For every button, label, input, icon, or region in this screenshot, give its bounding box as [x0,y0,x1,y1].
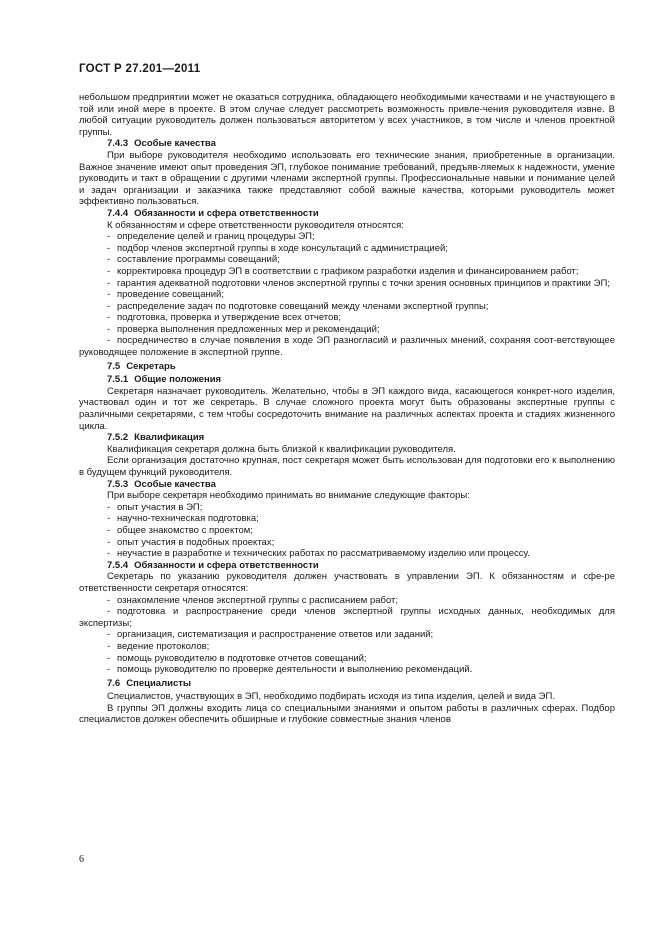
list-item: - ведение протоколов; [79,641,615,653]
section-title: Секретарь [126,360,176,372]
section-title: Специалисты [126,677,191,689]
list-item: - научно-техническая подготовка; [79,513,615,525]
paragraph: При выборе руководителя необходимо использовать его технические знания, приобретенные в организации. Важное значение имеют опыт проведения ЭП, глубокое понимание требований, предъяв-ляемых к надежности, умение руководить и такт в обращении с другими членами экспертной группы. Профессиональные навыки и понимание целей и задач организации и заказчика также представляют собой важные качества, которыми руководитель может эффективно пользоваться. [79,149,615,208]
section-heading-7-5 [79,361,615,373]
paragraph: Если организация достаточно крупная, пост секретаря может быть использован для подготовки его к выполнению в будущем функций руководителя. [79,455,615,478]
subsection-heading-7-4-3 [79,138,615,150]
section-title: Общие положения [134,374,222,386]
section-number: 7.5.4 [107,559,129,571]
section-number: 7.5.3 [107,478,129,490]
paragraph: К обязанностям и сфере ответственности руководителя относятся: [107,219,404,231]
section-title: Обязанности и сфера ответственности [134,207,319,219]
paragraph: В группы ЭП должны входить лица со специальными знаниями и опытом работы в различных сферах. Подбор специалистов должен обеспечить обширные и глубокие совместные знания членов [79,702,615,726]
list-item: - составление программы совещаний; [79,254,615,266]
list-item: - опыт участия в подобных проектах; [79,537,615,549]
subsection-heading-7-4-4 [79,208,615,220]
paragraph: При выборе секретаря необходимо принимать во внимание следующие факторы: [107,490,470,502]
section-number: 7.5.2 [107,432,129,444]
page-header: ГОСТ Р 27.201—2011 [79,63,201,75]
section-number: 7.6 [107,677,121,689]
section-number: 7.4.4 [107,207,129,219]
section-number: 7.4.3 [107,138,129,150]
section-title: Обязанности и сфера ответственности [134,559,319,571]
list-item: - ознакомление членов экспертной группы с расписанием работ; [79,595,615,607]
section-heading-7-6 [79,678,615,690]
section-title: Особые качества [134,138,216,150]
list-item: - определение целей и границ процедуры ЭП; [79,231,615,243]
list-item: - помощь руководителю в подготовке отчетов совещаний; [79,653,615,665]
subsection-heading-7-5-2 [79,432,615,444]
list-item: - проведение совещаний; [79,289,615,301]
page-number: 6 [79,854,84,865]
section-number: 7.5 [107,360,121,372]
list-item: - проверка выполнения предложенных мер и рекомендаций; [79,324,615,336]
list-item: - гарантия адекватной подготовки членов экспертной группы с точки зрения основных принципов и практики ЭП; [79,278,615,290]
list-item: - общее знакомство с проектом; [79,525,615,537]
list-item: - подготовка, проверка и утверждение всех отчетов; [79,312,615,324]
subsection-heading-7-5-3 [79,479,615,491]
paragraph: Секретаря назначает руководитель. Желательно, чтобы в ЭП каждого вида, касающегося конкрет-ного изделия, участвовал один и тот же секретарь. В случае сложного проекта могут быть образованы экспертные группы с различными секретарями, с тем чтобы сосредоточить внимание на различных аспектах проекта и стадиях жизненного цикла. [79,385,615,432]
paragraph: Секретарь по указанию руководителя должен участвовать в управлении ЭП. К обязанностям и сфе-ре ответственности секретаря относятся: [79,571,615,594]
list-item: - распределение задач по подготовке совещаний между членами экспертной группы; [79,301,615,313]
paragraph: Специалистов, участвующих в ЭП, необходимо подбирать исходя из типа изделия, целей и вида ЭП. [107,691,555,703]
paragraph: Квалификация секретаря должна быть близкой к квалификации руководителя. [107,443,456,455]
list-item: - подбор членов экспертной группы в ходе консультаций с администрацией; [79,243,615,255]
subsection-heading-7-5-1 [79,374,615,386]
section-title: Особые качества [134,478,216,490]
list-item: - посредничество в случае появления в ходе ЭП разногласий и различных мнений, сохраняя соот-ветствующее руководящее положение в экспертной группе. [79,335,615,358]
list-item: - помощь руководителю по проверке деятельности и выполнению рекомендаций. [79,664,615,676]
list-item: - подготовка и распространение среди членов экспертной группы исходных данных, необходимых для экспертизы; [79,606,615,629]
list-item: - организация, систематизация и распространение ответов или заданий; [79,629,615,641]
subsection-heading-7-5-4 [79,560,615,572]
section-title: Квалификация [134,432,205,444]
list-item: - корректировка процедур ЭП в соответствии с графиком разработки изделия и финансированием работ; [79,266,615,278]
list-item: - опыт участия в ЭП; [79,502,615,514]
section-number: 7.5.1 [107,374,129,386]
body-text [79,92,615,726]
list-item: - неучастие в разработке и технических работах по рассматриваемому изделию или процессу. [79,548,615,560]
paragraph: небольшом предприятии может не оказаться сотрудника, обладающего необходимыми качествами и не участвующего в той или иной мере в проекте. В этом случае следует рассмотреть возможность привле-чения руководителя извне. В любой ситуации руководитель должен пользоваться авторитетом у всех участников, в том числе и членов проектной группы. [79,92,615,138]
